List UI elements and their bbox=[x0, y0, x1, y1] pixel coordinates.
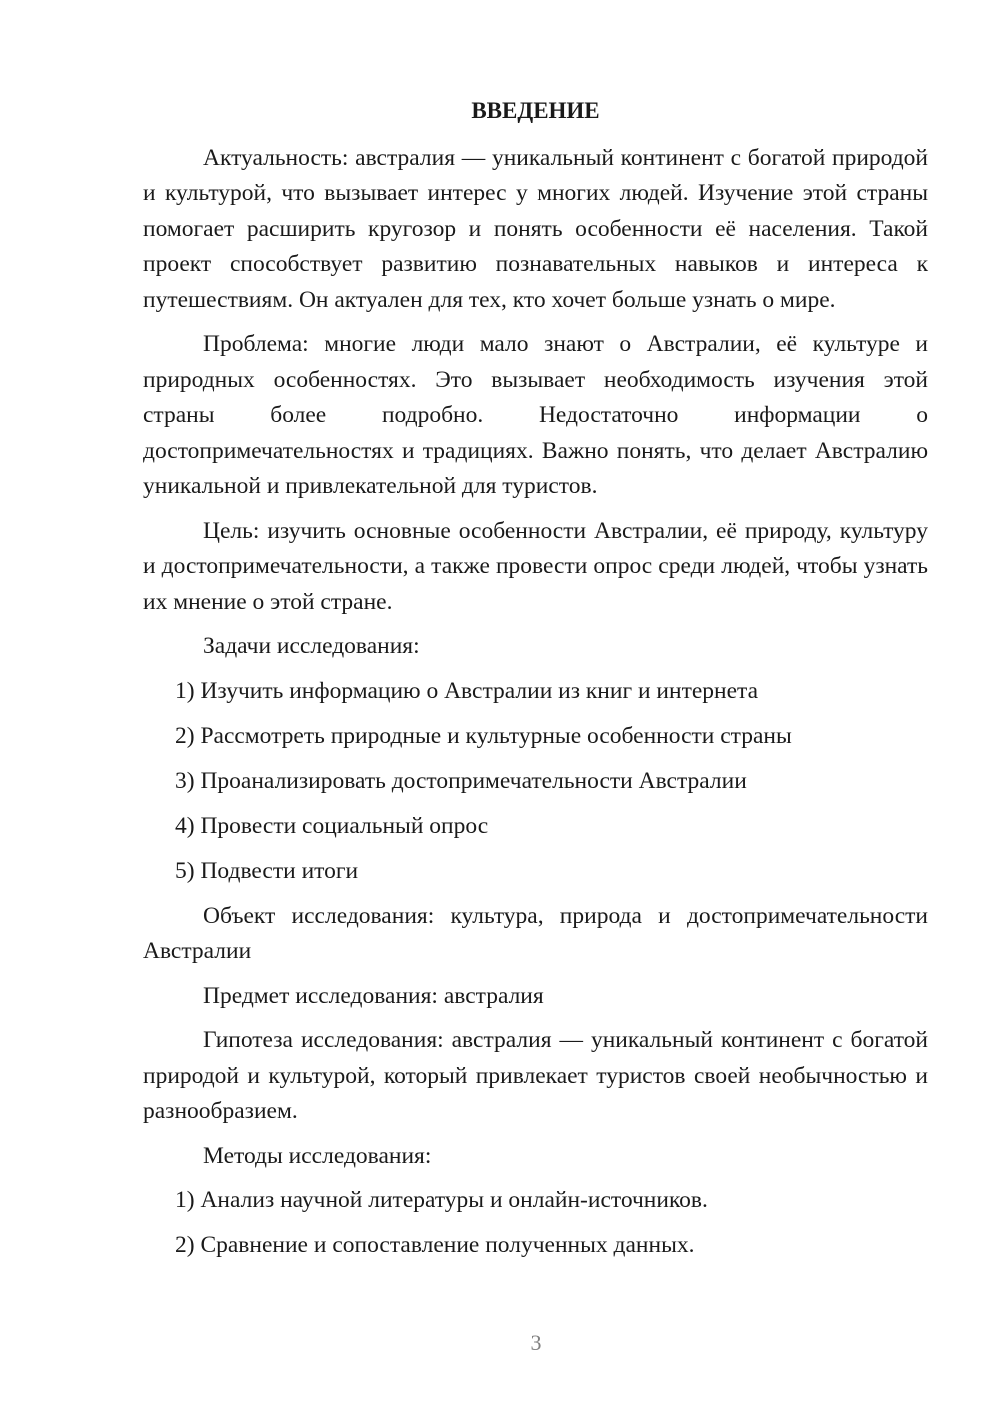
task-item: 1) Изучить информацию о Австралии из книг и интернета bbox=[175, 677, 759, 704]
subject-paragraph: Предмет исследования: австралия bbox=[203, 982, 544, 1009]
section-title: ВВЕДЕНИЕ bbox=[471, 98, 600, 123]
task-item: 2) Рассмотреть природные и культурные особенности страны bbox=[175, 722, 792, 749]
method-item: 1) Анализ научной литературы и онлайн-источников. bbox=[175, 1187, 708, 1213]
tasks-list bbox=[143, 674, 928, 890]
task-item: 5) Подвести итоги bbox=[175, 857, 359, 884]
goal-paragraph: Цель: изучить основные особенности Австралии, её природу, культуру и достопримечательности, а также провести опрос среди людей, чтобы узнать их мнение о этой стране. bbox=[143, 517, 928, 615]
problem-paragraph: Проблема: многие люди мало знают о Австралии, её культуре и природных особенностях. Это вызывает необходимость изучения этой страны более подробно. Недостаточно информации о достопримечательностях и традициях. Важно понять, что делает Австралию уникальной и привлекательной для туристов. bbox=[143, 331, 928, 499]
tasks-heading: Задачи исследования: bbox=[203, 633, 420, 659]
methods-heading: Методы исследования: bbox=[203, 1142, 432, 1169]
methods-list bbox=[143, 1183, 928, 1264]
page-content bbox=[143, 93, 928, 1273]
method-item: 2) Сравнение и сопоставление полученных данных. bbox=[175, 1232, 695, 1258]
task-item: 3) Проанализировать достопримечательности Австралии bbox=[175, 767, 747, 794]
page-number: 3 bbox=[530, 1330, 542, 1355]
object-paragraph: Объект исследования: культура, природа и достопримечательности Австралии bbox=[143, 902, 928, 964]
task-item: 4) Провести социальный опрос bbox=[175, 812, 489, 839]
relevance-paragraph: Актуальность: австралия — уникальный континент с богатой природой и культурой, что вызывает интерес у многих людей. Изучение этой страны помогает расширить кругозор и понять особенности её населения. Такой проект способствует развитию познавательных навыков и интереса к путешествиям. Он актуален для тех, кто хочет больше узнать о мире. bbox=[143, 144, 928, 313]
hypothesis-paragraph: Гипотеза исследования: австралия — уникальный континент с богатой природой и культурой, который привлекает туристов своей необычностью и разнообразием. bbox=[143, 1027, 928, 1124]
